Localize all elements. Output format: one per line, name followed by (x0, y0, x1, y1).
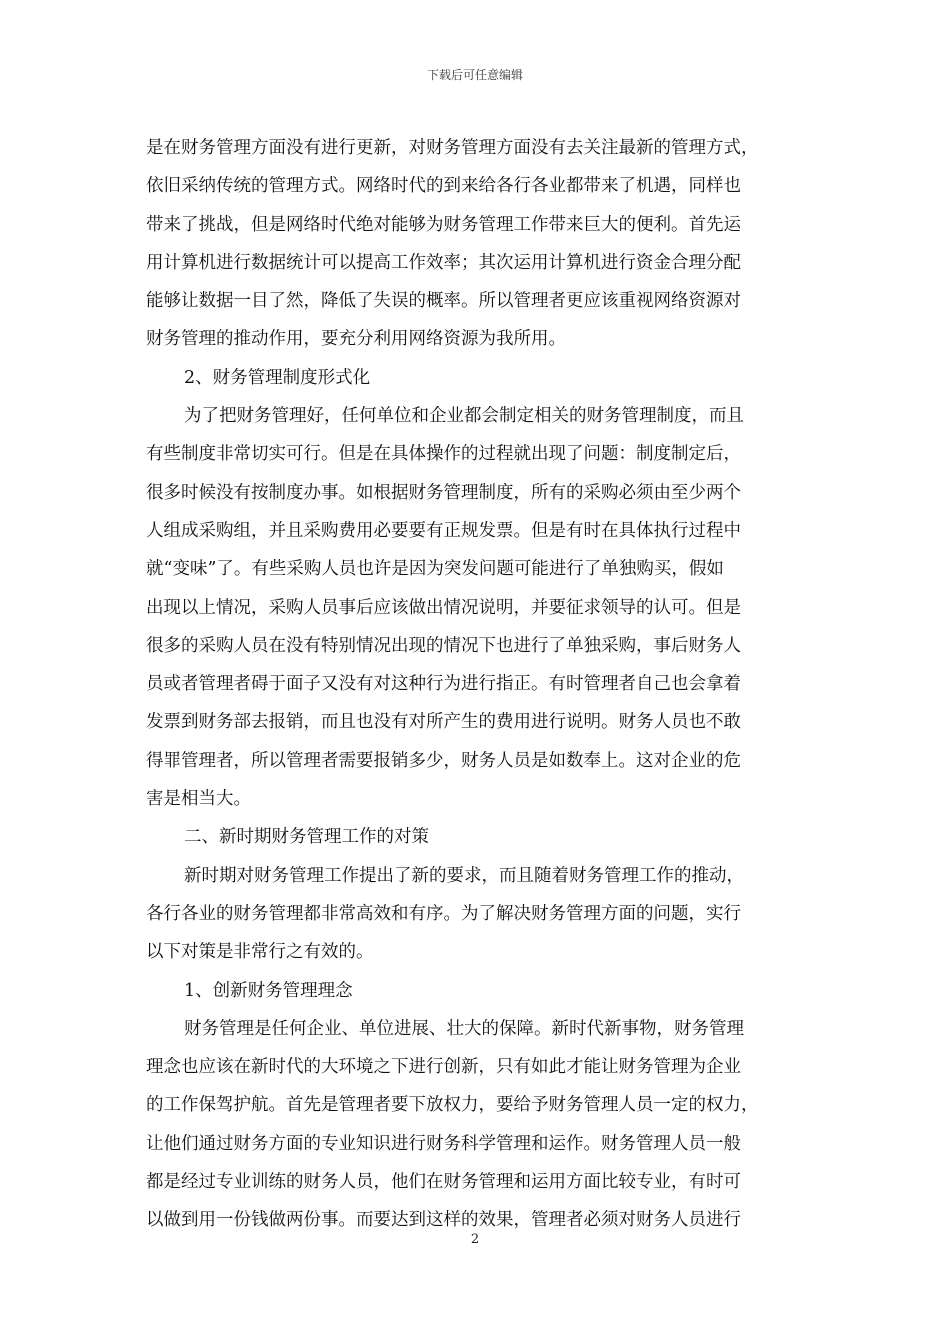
text-line: 发票到财务部去报销，而且也没有对所产生的费用进行说明。财务人员也不敢 (146, 712, 741, 733)
text-line: 2、财务管理制度形式化 (184, 367, 371, 388)
text-line: 让他们通过财务方面的专业知识进行财务科学管理和运作。财务管理人员一般 (146, 1133, 741, 1154)
text-line: 新时期对财务管理工作提出了新的要求，而且随着财务管理工作的推动， (184, 865, 744, 886)
text-line: 带来了挑战，但是网络时代绝对能够为财务管理工作带来巨大的便利。首先运 (146, 214, 741, 235)
text-line: 能够让数据一目了然，降低了失误的概率。所以管理者更应该重视网络资源对 (146, 291, 741, 312)
text-line: 人组成采购组，并且采购费用必要要有正规发票。但是有时在具体执行过程中 (146, 520, 741, 541)
text-line: 得罪管理者，所以管理者需要报销多少，财务人员是如数奉上。这对企业的危 (146, 750, 741, 771)
text-line: 1、创新财务管理理念 (184, 980, 353, 1001)
text-line: 理念也应该在新时代的大环境之下进行创新，只有如此才能让财务管理为企业 (146, 1057, 741, 1078)
text-line: 各行各业的财务管理都非常高效和有序。为了解决财务管理方面的问题，实行 (146, 903, 741, 924)
page-header: 下载后可任意编辑 (426, 68, 523, 82)
text-line: 依旧采纳传统的管理方式。网络时代的到来给各行各业都带来了机遇，同样也 (146, 176, 741, 197)
text-line: 财务管理的推动作用，要充分利用网络资源为我所用。 (146, 329, 566, 350)
text-line: 员或者管理者碍于面子又没有对这种行为进行指正。有时管理者自己也会拿着 (146, 674, 741, 695)
text-line: 很多时候没有按制度办事。如根据财务管理制度，所有的采购必须由至少两个 (146, 482, 741, 503)
text-line: 是在财务管理方面没有进行更新，对财务管理方面没有去关注最新的管理方式， (146, 138, 759, 158)
text-line: 有些制度非常切实可行。但是在具体操作的过程就出现了问题：制度制定后， (146, 444, 741, 465)
page-number: 2 (470, 1232, 480, 1247)
text-line: 害是相当大。 (146, 789, 251, 810)
document-body (146, 129, 806, 1240)
text-line: 很多的采购人员在没有特别情况出现的情况下也进行了单独采购，事后财务人 (146, 635, 741, 656)
text-line: 以做到用一份钱做两份事。而要达到这样的效果，管理者必须对财务人员进行 (146, 1210, 741, 1231)
text-line: 出现以上情况，采购人员事后应该做出情况说明，并要征求领导的认可。但是 (146, 597, 741, 618)
text-line: 用计算机进行数据统计可以提高工作效率；其次运用计算机进行资金合理分配 (146, 252, 741, 273)
text-line: 为了把财务管理好，任何单位和企业都会制定相关的财务管理制度，而且 (184, 406, 744, 427)
text-line: 以下对策是非常行之有效的。 (146, 942, 374, 963)
text-line: 财务管理是任何企业、单位进展、壮大的保障。新时代新事物，财务管理 (184, 1018, 744, 1039)
text-line: 二、新时期财务管理工作的对策 (184, 827, 429, 848)
text-line: 的工作保驾护航。首先是管理者要下放权力，要给予财务管理人员一定的权力， (146, 1095, 759, 1116)
text-line: 都是经过专业训练的财务人员，他们在财务管理和运用方面比较专业，有时可 (146, 1172, 741, 1193)
text-line: 就“变味”了。有些采购人员也许是因为突发问题可能进行了单独购买，假如 (146, 559, 724, 580)
